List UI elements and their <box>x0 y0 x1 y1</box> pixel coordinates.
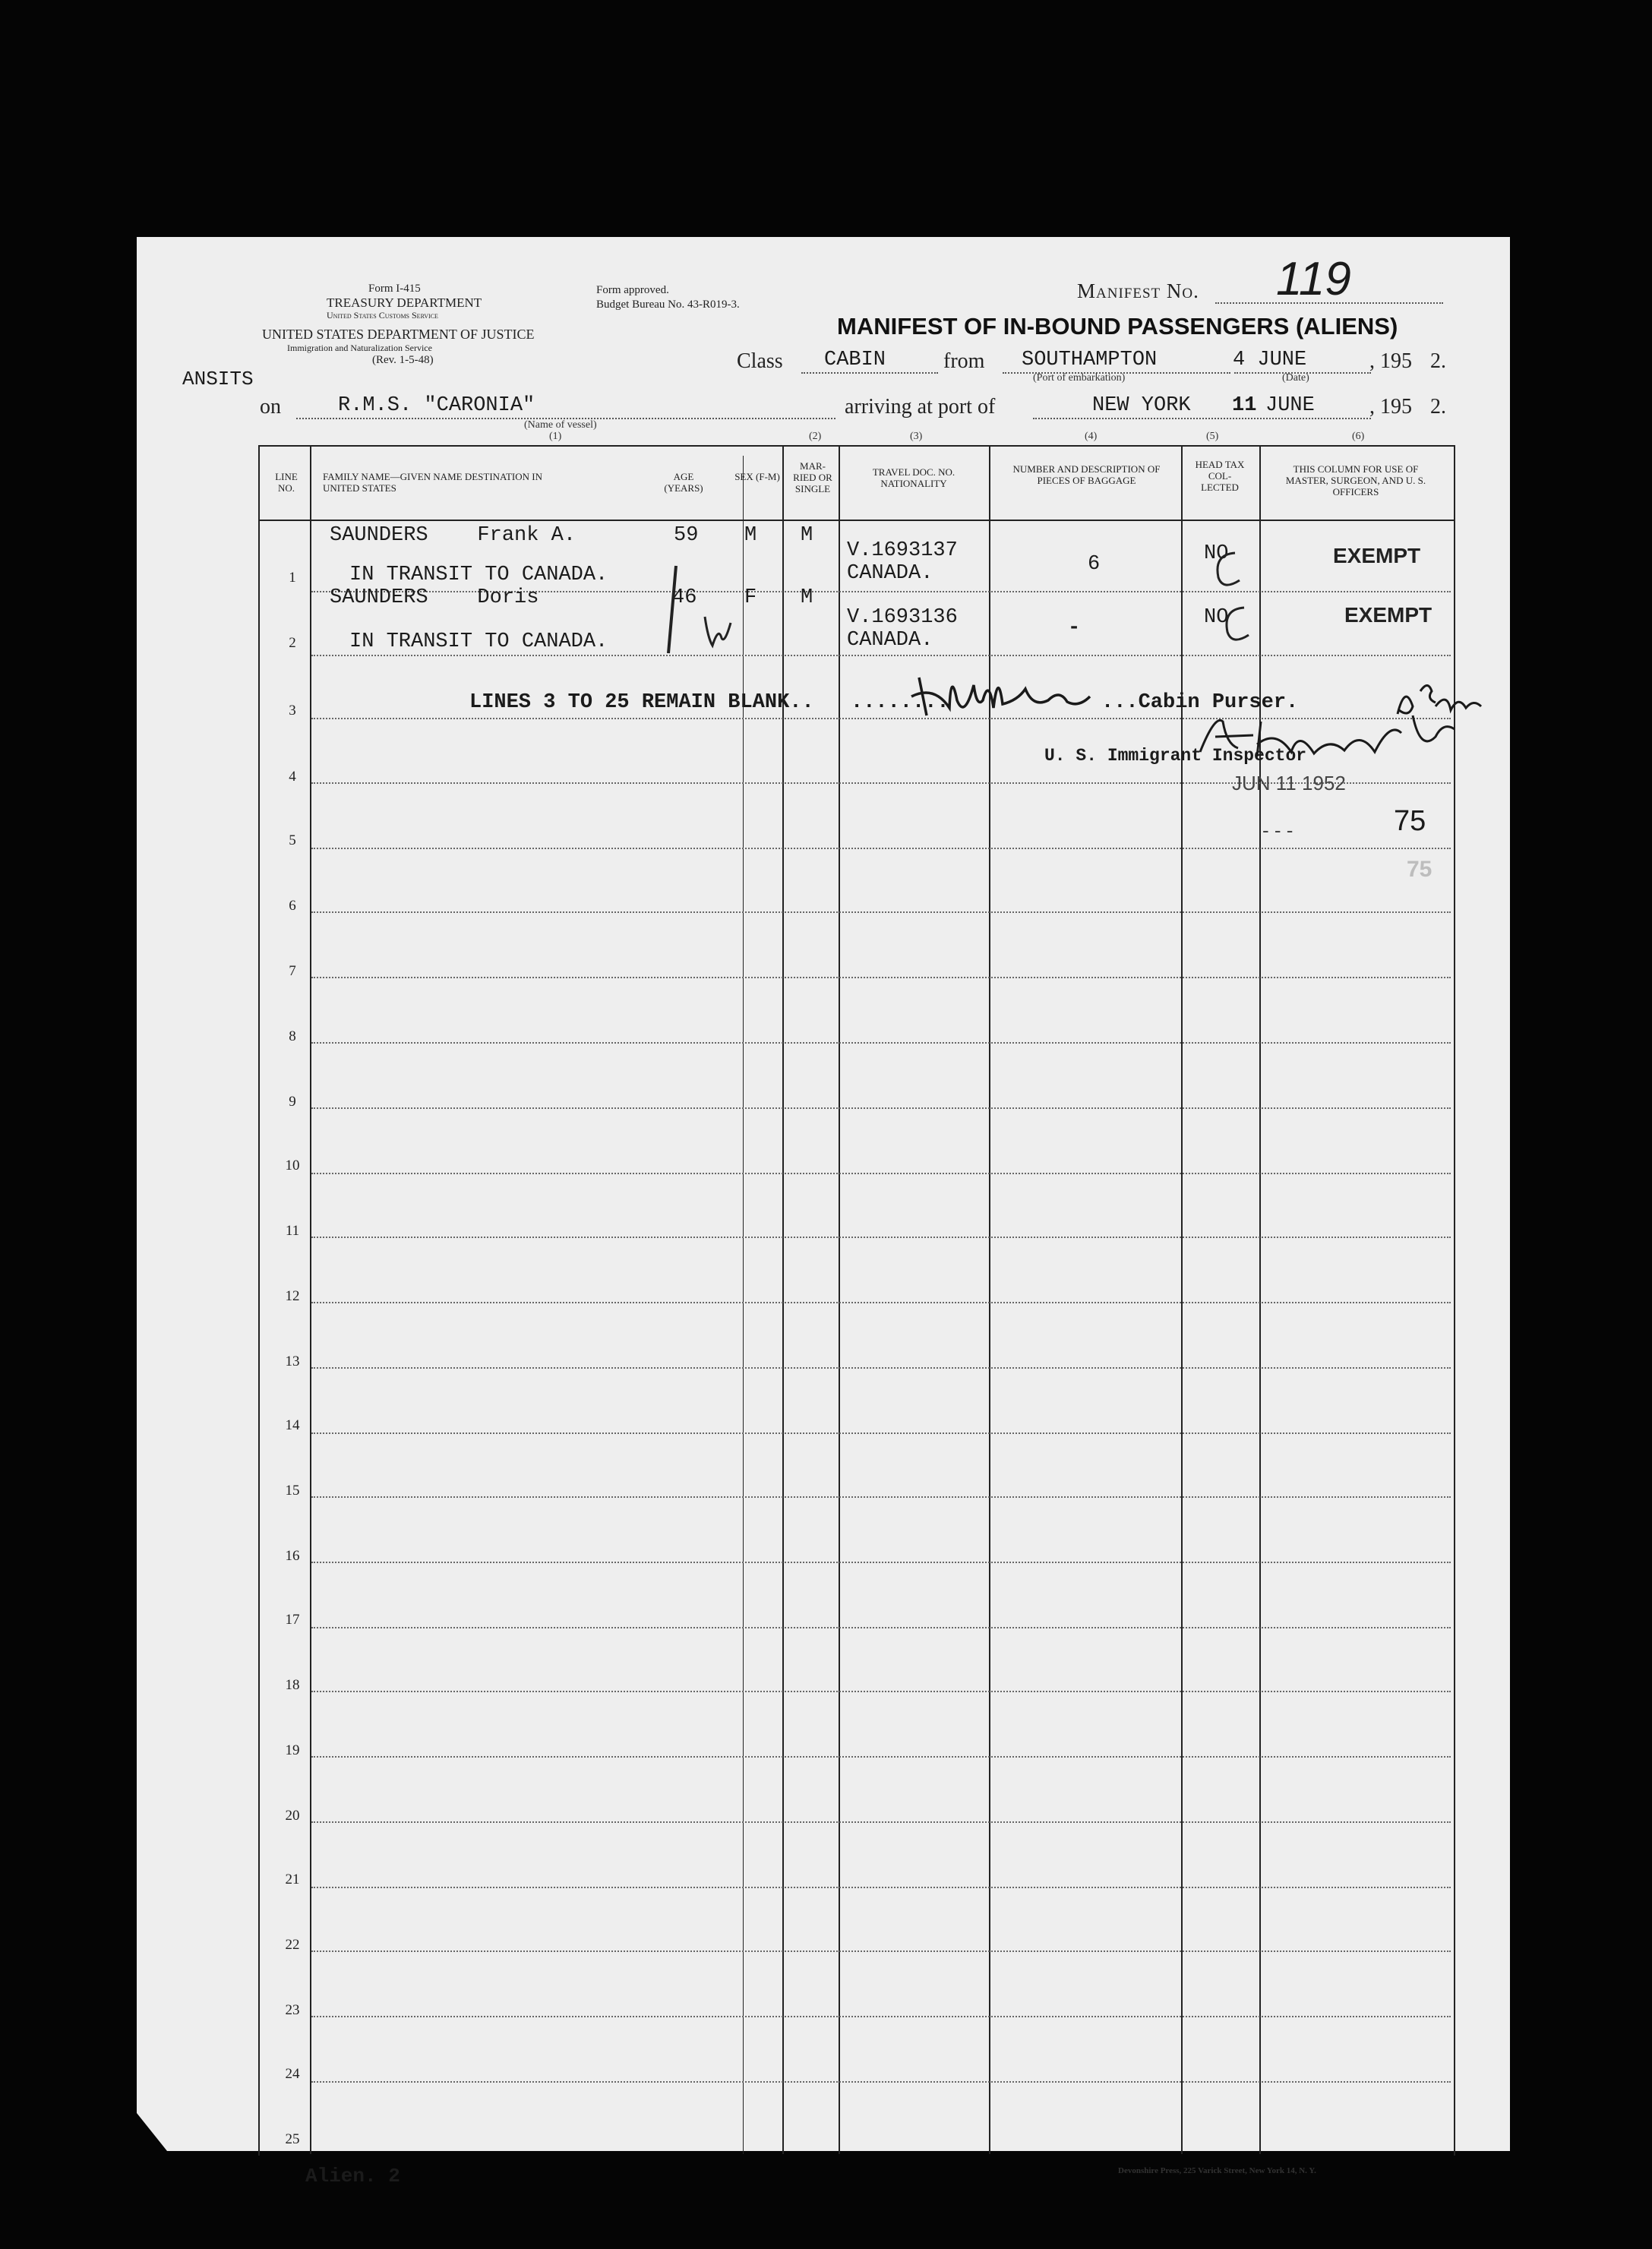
manifest-title: MANIFEST OF IN-BOUND PASSENGERS (ALIENS) <box>837 313 1398 340</box>
row-rule <box>311 1951 1451 1952</box>
immigration-service: Immigration and Naturalization Service <box>287 343 432 353</box>
passenger-1-marital: M <box>801 524 813 547</box>
line-number: 19 <box>285 1742 300 1758</box>
purser-initials <box>1390 676 1489 722</box>
passenger-2-baggage: - <box>1068 617 1081 640</box>
line-number: 16 <box>285 1548 300 1564</box>
faint-record-count: 75 <box>1407 857 1432 882</box>
vessel-name: R.M.S. "CARONIA" <box>338 394 535 417</box>
arriving-label: arriving at port of <box>845 395 996 419</box>
line-number: 4 <box>289 769 296 785</box>
form-number: Form I-415 <box>368 283 421 295</box>
line-number: 14 <box>285 1417 300 1433</box>
passenger-2-sex: F <box>744 586 757 609</box>
line-number: 25 <box>285 2131 300 2147</box>
line-number: 23 <box>285 2002 300 2018</box>
line-number: 17 <box>285 1612 300 1628</box>
age-correction-mark <box>646 562 737 661</box>
passenger-1-officer-note: EXEMPT <box>1333 544 1421 567</box>
manifest-no-label: Manifest No. <box>1077 280 1199 302</box>
col-number-3: (3) <box>910 431 923 442</box>
row-rule <box>311 1887 1451 1888</box>
vessel-caption: (Name of vessel) <box>524 419 597 431</box>
col-head-name: FAMILY NAME—GIVEN NAME DESTINATION IN UNITED STATES <box>323 471 543 494</box>
col-head-age: AGE (YEARS) <box>664 471 703 494</box>
row-rule <box>311 977 1451 978</box>
transits-label: ANSITS <box>182 368 254 390</box>
line-number: 22 <box>285 1937 300 1953</box>
passenger-1-sex: M <box>744 524 757 547</box>
passenger-1-age: 59 <box>674 524 699 547</box>
class-value: CABIN <box>824 349 886 371</box>
arrival-line <box>1033 418 1371 419</box>
departure-year-prefix: , 195 <box>1369 349 1412 373</box>
col-number-6: (6) <box>1352 431 1365 442</box>
class-line <box>801 372 938 374</box>
passenger-2-officer-note: EXEMPT <box>1344 603 1432 627</box>
row-rule <box>311 2081 1451 2083</box>
line-number: 6 <box>289 898 296 914</box>
col-number-5: (5) <box>1206 431 1219 442</box>
row-rule <box>311 1756 1451 1758</box>
row-rule <box>311 911 1451 913</box>
row-rule <box>311 1496 1451 1498</box>
line-number: 7 <box>289 963 296 979</box>
passenger-2-marital: M <box>801 586 813 609</box>
arrival-year-prefix: , 195 <box>1369 395 1412 419</box>
alien-page-label: Alien. 2 <box>305 2165 400 2187</box>
passenger-1-destination: IN TRANSIT TO CANADA. <box>349 564 608 586</box>
departure-date: 4 JUNE <box>1233 349 1307 371</box>
justice-department: UNITED STATES DEPARTMENT OF JUSTICE <box>262 327 535 342</box>
row-rule <box>311 1237 1451 1238</box>
passenger-1-baggage: 6 <box>1088 553 1101 576</box>
class-label: Class <box>737 349 783 373</box>
line-number-2: 2 <box>289 635 296 651</box>
line-number: 21 <box>285 1872 300 1887</box>
col-head-married: MAR-RIED OR SINGLE <box>793 460 832 494</box>
treasury-department: TREASURY DEPARTMENT <box>327 295 482 310</box>
col-number-1: (1) <box>549 431 562 442</box>
col-number-2: (2) <box>809 431 822 442</box>
row-rule <box>311 655 1451 656</box>
arrival-day: 11 <box>1232 394 1257 417</box>
head-tax-check-1 <box>1206 547 1244 592</box>
col-head-baggage: NUMBER AND DESCRIPTION OF PIECES OF BAGGAGE <box>1012 463 1161 486</box>
passenger-1-name: SAUNDERS Frank A. <box>330 524 576 547</box>
col-head-travel: TRAVEL DOC. NO. NATIONALITY <box>872 466 956 489</box>
form-revision: (Rev. 1-5-48) <box>372 354 434 366</box>
form-approved: Form approved. <box>596 284 669 296</box>
row-rule <box>311 1562 1451 1563</box>
row-rule <box>311 848 1451 849</box>
line-number: 13 <box>285 1354 300 1369</box>
passenger-2-name: SAUNDERS Doris <box>330 586 539 609</box>
passenger-2-doc-number: V.1693136 <box>847 606 958 629</box>
line-number: 20 <box>285 1808 300 1824</box>
passenger-2-head-tax: NO <box>1204 606 1229 629</box>
column-divider <box>310 445 311 2154</box>
header-rule <box>260 520 1454 521</box>
row-rule <box>311 1107 1451 1109</box>
passenger-1-doc-number: V.1693137 <box>847 539 958 562</box>
inspector-title: U. S. Immigrant Inspector <box>1044 746 1307 766</box>
line-number: 24 <box>285 2066 300 2082</box>
paper-tear <box>137 2113 167 2151</box>
arrival-port: NEW YORK <box>1092 394 1191 417</box>
inspection-date-stamp: JUN 11 1952 <box>1232 772 1346 794</box>
column-divider <box>839 445 840 2154</box>
passenger-2-destination: IN TRANSIT TO CANADA. <box>349 630 608 653</box>
passenger-1-head-tax: NO <box>1204 542 1229 565</box>
arrival-month: JUNE <box>1265 394 1315 417</box>
row-rule <box>311 1627 1451 1628</box>
blank-lines-note: LINES 3 TO 25 REMAIN BLANK.. <box>469 691 814 714</box>
line-number: 11 <box>285 1223 300 1239</box>
purser-title: ...Cabin Purser. <box>1101 691 1299 714</box>
arrival-year-suffix: 2. <box>1430 395 1446 419</box>
on-label: on <box>260 395 281 419</box>
line-number: 10 <box>285 1158 300 1173</box>
row-rule <box>311 1367 1451 1369</box>
col-head-sex: SEX (F-M) <box>734 471 780 482</box>
row-rule <box>311 1042 1451 1044</box>
purser-dots: ........ <box>851 691 949 714</box>
head-tax-check-2 <box>1215 602 1253 647</box>
budget-bureau-number: Budget Bureau No. 43-R019-3. <box>596 298 740 311</box>
col-head-headtax: HEAD TAX COL-LECTED <box>1195 459 1245 493</box>
row-rule <box>311 2016 1451 2017</box>
row-rule <box>311 1432 1451 1434</box>
row-rule <box>311 1821 1451 1823</box>
row-rule <box>311 1173 1451 1174</box>
row-rule <box>311 1302 1451 1303</box>
customs-service: United States Customs Service <box>327 310 438 321</box>
line-number: 9 <box>289 1094 296 1110</box>
departure-year-suffix: 2. <box>1430 349 1446 373</box>
purser-signature <box>904 655 1109 723</box>
date-caption: (Date) <box>1282 372 1309 384</box>
from-label: from <box>943 349 985 373</box>
line-number: 3 <box>289 703 296 719</box>
passenger-2-age: 46 <box>672 586 697 609</box>
passenger-1-nationality: CANADA. <box>847 562 933 585</box>
passenger-2-nationality: CANADA. <box>847 629 933 652</box>
line-number: 12 <box>285 1288 300 1304</box>
record-count: 75 <box>1394 805 1426 837</box>
line-number: 5 <box>289 832 296 848</box>
port-of-embarkation-caption: (Port of embarkation) <box>1033 372 1126 384</box>
embarkation-port: SOUTHAMPTON <box>1022 349 1158 371</box>
line-number: 18 <box>285 1677 300 1693</box>
line-number-1: 1 <box>289 570 296 586</box>
row-rule <box>311 1691 1451 1692</box>
line-number: 8 <box>289 1028 296 1044</box>
line-number: 15 <box>285 1483 300 1499</box>
col-number-4: (4) <box>1085 431 1098 442</box>
printer-imprint: Devonshire Press, 225 Varick Street, New York 14, N. Y. <box>1118 2166 1316 2175</box>
manifest-number: 119 <box>1276 253 1351 305</box>
stamp-dashes: - - - <box>1262 819 1293 842</box>
col-head-line: LINE NO. <box>275 471 298 494</box>
col-head-officers: THIS COLUMN FOR USE OF MASTER, SURGEON, AND U. S. OFFICERS <box>1285 463 1426 497</box>
